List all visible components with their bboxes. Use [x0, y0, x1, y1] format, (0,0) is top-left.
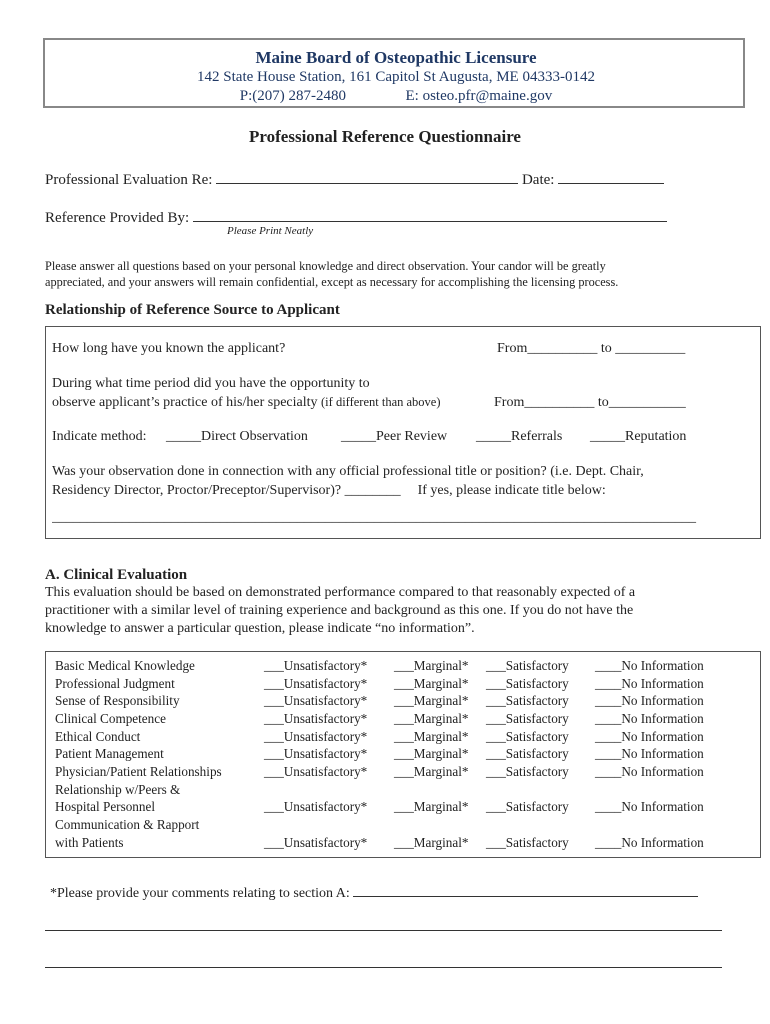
rating-option-marginal[interactable]: ___Marginal*	[394, 711, 469, 726]
official-title-question-2	[52, 483, 606, 499]
rating-option-marginal[interactable]: ___Marginal*	[394, 746, 469, 761]
rating-option-satisfactory[interactable]: ___Satisfactory	[486, 799, 569, 814]
rating-option-no-information[interactable]: ____No Information	[595, 658, 704, 673]
date-field[interactable]	[558, 169, 664, 184]
rating-option-satisfactory[interactable]: ___Satisfactory	[486, 764, 569, 779]
rating-option-unsatisfactory[interactable]: ___Unsatisfactory*	[264, 729, 368, 744]
method-peer-review[interactable]: _____Peer Review	[341, 429, 448, 444]
rating-option-no-information[interactable]: ____No Information	[595, 799, 704, 814]
rating-option-unsatisfactory[interactable]: ___Unsatisfactory*	[264, 835, 368, 850]
rating-option-marginal[interactable]: ___Marginal*	[394, 799, 469, 814]
intro-line-2: appreciated, and your answers will remain confidential, except as necessary for accomplishing the licensing process.	[45, 275, 619, 289]
clinical-item-label: Hospital Personnel	[55, 799, 155, 814]
observation-period-line-1: During what time period did you have the opportunity to	[52, 376, 370, 391]
clinical-item-label: Communication & Rapport	[55, 817, 200, 832]
rating-option-marginal[interactable]: ___Marginal*	[394, 729, 469, 744]
clinical-desc-line-2: practitioner with a similar level of training experience and background as this one. If you do not have the	[45, 603, 634, 618]
reference-by-label: Reference Provided By:	[45, 210, 190, 226]
rating-option-marginal[interactable]: ___Marginal*	[394, 764, 469, 779]
reference-by-field[interactable]	[193, 207, 667, 222]
page-title: Professional Reference Questionnaire	[249, 127, 521, 146]
clinical-item-label: Patient Management	[55, 746, 164, 761]
known-duration-range[interactable]: From__________ to __________	[497, 341, 686, 356]
clinical-heading: A. Clinical Evaluation	[45, 567, 188, 583]
clinical-item-label: Professional Judgment	[55, 676, 175, 691]
rating-option-no-information[interactable]: ____No Information	[595, 711, 704, 726]
header-box	[43, 38, 745, 108]
official-title-answer[interactable]: Residency Director, Proctor/Preceptor/Supervisor)? ________	[52, 483, 401, 498]
clinical-item-label: Physician/Patient Relationships	[55, 764, 222, 779]
method-referrals[interactable]: _____Referrals	[476, 429, 563, 444]
clinical-item-label: Sense of Responsibility	[55, 693, 180, 708]
official-title-blank[interactable]: ____________________________________________________________________________________________	[52, 510, 696, 525]
rating-option-satisfactory[interactable]: ___Satisfactory	[486, 658, 569, 673]
comments-line[interactable]	[45, 930, 722, 931]
rating-option-marginal[interactable]: ___Marginal*	[394, 676, 469, 691]
org-address: 142 State House Station, 161 Capitol St Augusta, ME 04333-0142	[197, 69, 595, 85]
reference-by-row	[45, 207, 667, 227]
comments-label: *Please provide your comments relating to section A:	[50, 886, 350, 901]
rating-option-unsatisfactory[interactable]: ___Unsatisfactory*	[264, 658, 368, 673]
known-duration-question: How long have you known the applicant?	[52, 341, 286, 356]
org-phone: P:(207) 287-2480	[239, 88, 347, 104]
clinical-item-label: Basic Medical Knowledge	[55, 658, 195, 673]
observation-period-note: (if different than above)	[321, 395, 441, 409]
official-title-question-1: Was your observation done in connection with any official professional title or position? (i.e. Dept. Chair,	[52, 464, 644, 479]
rating-option-marginal[interactable]: ___Marginal*	[394, 658, 469, 673]
rating-option-unsatisfactory[interactable]: ___Unsatisfactory*	[264, 676, 368, 691]
rating-option-satisfactory[interactable]: ___Satisfactory	[486, 729, 569, 744]
rating-option-satisfactory[interactable]: ___Satisfactory	[486, 711, 569, 726]
observation-period-line-2	[52, 395, 441, 411]
rating-option-no-information[interactable]: ____No Information	[595, 693, 704, 708]
rating-option-no-information[interactable]: ____No Information	[595, 676, 704, 691]
relationship-heading: Relationship of Reference Source to Applicant	[45, 302, 340, 318]
clinical-desc-line-3: knowledge to answer a particular question, please indicate “no information”.	[45, 621, 475, 636]
evaluation-re-label: Professional Evaluation Re:	[45, 172, 213, 188]
rating-option-unsatisfactory[interactable]: ___Unsatisfactory*	[264, 693, 368, 708]
rating-option-unsatisfactory[interactable]: ___Unsatisfactory*	[264, 764, 368, 779]
rating-option-unsatisfactory[interactable]: ___Unsatisfactory*	[264, 746, 368, 761]
rating-option-satisfactory[interactable]: ___Satisfactory	[486, 746, 569, 761]
official-title-instruction: If yes, please indicate title below:	[417, 483, 606, 498]
method-direct-observation[interactable]: _____Direct Observation	[166, 429, 308, 444]
rating-option-no-information[interactable]: ____No Information	[595, 835, 704, 850]
date-label: Date:	[521, 172, 555, 188]
rating-option-no-information[interactable]: ____No Information	[595, 729, 704, 744]
org-name: Maine Board of Osteopathic Licensure	[255, 48, 537, 67]
comments-row	[50, 882, 698, 902]
rating-option-marginal[interactable]: ___Marginal*	[394, 835, 469, 850]
org-contact	[45, 88, 747, 105]
rating-option-marginal[interactable]: ___Marginal*	[394, 693, 469, 708]
rating-option-satisfactory[interactable]: ___Satisfactory	[486, 676, 569, 691]
clinical-item-label: with Patients	[55, 835, 124, 850]
rating-option-unsatisfactory[interactable]: ___Unsatisfactory*	[264, 711, 368, 726]
rating-option-no-information[interactable]: ____No Information	[595, 746, 704, 761]
clinical-desc-line-1: This evaluation should be based on demonstrated performance compared to that reasonably expected of a	[45, 585, 636, 600]
clinical-item-label: Clinical Competence	[55, 711, 166, 726]
method-label: Indicate method:	[52, 429, 147, 444]
observation-period-range[interactable]: From__________ to___________	[494, 395, 686, 410]
print-note: Please Print Neatly	[227, 225, 314, 237]
comments-field[interactable]	[353, 882, 698, 897]
rating-option-no-information[interactable]: ____No Information	[595, 764, 704, 779]
rating-option-satisfactory[interactable]: ___Satisfactory	[486, 835, 569, 850]
rating-option-satisfactory[interactable]: ___Satisfactory	[486, 693, 569, 708]
rating-option-unsatisfactory[interactable]: ___Unsatisfactory*	[264, 799, 368, 814]
evaluation-re-row	[45, 169, 664, 189]
org-email: E: osteo.pfr@maine.gov	[405, 88, 553, 104]
clinical-item-label: Ethical Conduct	[55, 729, 141, 744]
method-reputation[interactable]: _____Reputation	[590, 429, 687, 444]
comments-line[interactable]	[45, 967, 722, 968]
clinical-item-label: Relationship w/Peers &	[55, 782, 181, 797]
evaluation-re-field[interactable]	[216, 169, 518, 184]
intro-line-1: Please answer all questions based on your personal knowledge and direct observation. Your candor will be greatly	[45, 259, 606, 273]
observation-period-question: observe applicant’s practice of his/her specialty	[52, 395, 318, 410]
